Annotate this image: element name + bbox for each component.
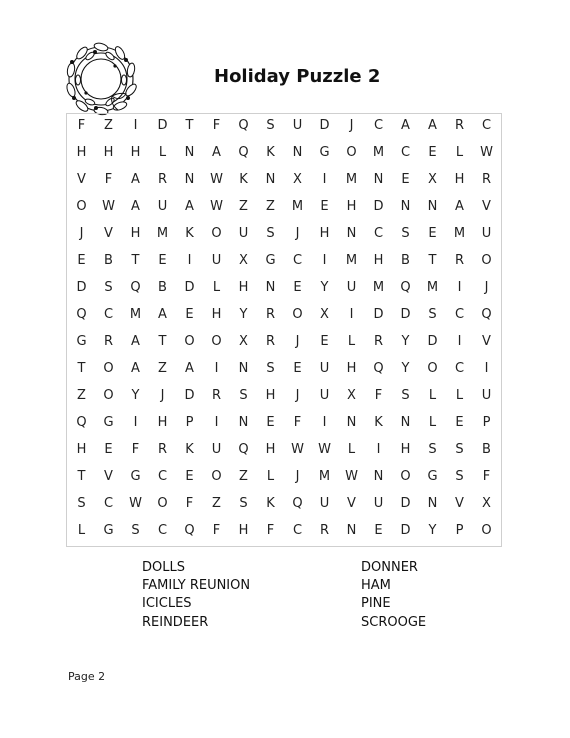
grid-cell: A xyxy=(455,199,464,214)
grid-cell: M xyxy=(291,199,304,214)
grid-cell: A xyxy=(131,361,140,376)
grid-cell: Q xyxy=(400,280,411,295)
grid-cell: Z xyxy=(266,199,275,214)
grid-cell: W xyxy=(318,442,331,457)
grid-cell: M xyxy=(156,226,169,241)
grid-cell: U xyxy=(319,496,330,511)
grid-cell: S xyxy=(131,523,140,538)
grid-cell: O xyxy=(346,145,357,160)
grid-cell: K xyxy=(239,172,248,187)
grid-cell: F xyxy=(77,118,86,133)
grid-cell: D xyxy=(427,334,438,349)
grid-cell: T xyxy=(158,334,167,349)
word-list-left xyxy=(142,559,250,632)
grid-cell: A xyxy=(185,199,194,214)
letter-grid xyxy=(68,112,502,544)
grid-cell: Q xyxy=(184,523,195,538)
grid-cell: R xyxy=(265,307,276,322)
grid-cell: O xyxy=(292,307,303,322)
grid-cell: V xyxy=(77,172,86,187)
grid-cell: G xyxy=(103,523,114,538)
page-title: Holiday Puzzle 2 xyxy=(214,66,381,87)
grid-cell: C xyxy=(454,307,465,322)
grid-cell: S xyxy=(104,280,113,295)
grid-cell: Y xyxy=(401,334,410,349)
grid-cell: Y xyxy=(401,361,410,376)
grid-cell: F xyxy=(293,415,302,430)
grid-cell: R xyxy=(481,172,492,187)
grid-cell: U xyxy=(211,253,222,268)
grid-cell: H xyxy=(103,145,114,160)
grid-cell: S xyxy=(401,388,410,403)
grid-cell: U xyxy=(481,226,492,241)
grid-cell: L xyxy=(347,442,356,457)
grid-cell: R xyxy=(157,172,168,187)
grid-cell: I xyxy=(322,415,327,430)
grid-cell: U xyxy=(319,388,330,403)
grid-cell: S xyxy=(239,496,248,511)
grid-cell: U xyxy=(292,118,303,133)
grid-cell: S xyxy=(455,442,464,457)
grid-cell: H xyxy=(238,280,249,295)
grid-cell: K xyxy=(374,415,383,430)
grid-cell: D xyxy=(400,523,411,538)
grid-cell: C xyxy=(373,118,384,133)
grid-cell: A xyxy=(158,307,167,322)
grid-cell: H xyxy=(265,388,276,403)
grid-cell: D xyxy=(76,280,87,295)
grid-cell: C xyxy=(481,118,492,133)
grid-cell: H xyxy=(238,523,249,538)
grid-cell: W xyxy=(210,172,223,187)
grid-cell: N xyxy=(373,172,384,187)
grid-cell: Q xyxy=(373,361,384,376)
grid-cell: M xyxy=(453,226,466,241)
grid-cell: H xyxy=(265,442,276,457)
grid-cell: Z xyxy=(104,118,113,133)
grid-cell: B xyxy=(401,253,410,268)
grid-cell: U xyxy=(238,226,249,241)
grid-cell: E xyxy=(374,523,383,538)
grid-cell: O xyxy=(103,361,114,376)
grid-cell: I xyxy=(322,172,327,187)
grid-cell: O xyxy=(481,253,492,268)
grid-cell: W xyxy=(129,496,142,511)
grid-cell: S xyxy=(266,118,275,133)
grid-cell: J xyxy=(295,334,300,349)
grid-cell: N xyxy=(238,415,249,430)
grid-cell: H xyxy=(373,253,384,268)
grid-cell: Z xyxy=(239,469,248,484)
grid-cell: N xyxy=(184,172,195,187)
grid-cell: L xyxy=(455,145,464,160)
grid-cell: Q xyxy=(238,118,249,133)
grid-cell: A xyxy=(401,118,410,133)
grid-cell: A xyxy=(131,334,140,349)
grid-cell: D xyxy=(184,388,195,403)
grid-cell: T xyxy=(131,253,140,268)
grid-cell: N xyxy=(427,199,438,214)
grid-cell: H xyxy=(454,172,465,187)
grid-cell: M xyxy=(129,307,142,322)
holly-wreath-icon xyxy=(60,38,142,120)
grid-cell: E xyxy=(158,253,167,268)
grid-cell: W xyxy=(480,145,493,160)
grid-cell: F xyxy=(185,496,194,511)
grid-cell: C xyxy=(400,145,411,160)
grid-cell: A xyxy=(212,145,221,160)
grid-cell: P xyxy=(455,523,464,538)
grid-cell: N xyxy=(346,523,357,538)
grid-cell: T xyxy=(185,118,194,133)
grid-cell: O xyxy=(184,334,195,349)
word-list-item: SCROOGE xyxy=(361,614,427,630)
grid-cell: J xyxy=(295,388,300,403)
grid-cell: M xyxy=(372,280,385,295)
grid-cell: Y xyxy=(239,307,248,322)
grid-cell: M xyxy=(426,280,439,295)
grid-cell: R xyxy=(373,334,384,349)
grid-cell: S xyxy=(77,496,86,511)
grid-cell: W xyxy=(210,199,223,214)
grid-cell: X xyxy=(347,388,356,403)
grid-cell: I xyxy=(484,361,489,376)
grid-cell: J xyxy=(349,118,354,133)
grid-cell: M xyxy=(345,172,358,187)
grid-cell: X xyxy=(239,334,248,349)
word-list-item: DOLLS xyxy=(142,560,185,575)
grid-cell: Z xyxy=(158,361,167,376)
grid-cell: R xyxy=(157,442,168,457)
grid-cell: S xyxy=(428,442,437,457)
grid-cell: C xyxy=(103,307,114,322)
grid-cell: R xyxy=(265,334,276,349)
grid-cell: D xyxy=(373,199,384,214)
grid-cell: L xyxy=(428,415,437,430)
grid-cell: O xyxy=(481,523,492,538)
grid-cell: R xyxy=(319,523,330,538)
word-list-item: DONNER xyxy=(361,560,418,575)
grid-cell: D xyxy=(400,307,411,322)
grid-cell: G xyxy=(427,469,438,484)
grid-cell: X xyxy=(320,307,329,322)
grid-cell: O xyxy=(400,469,411,484)
grid-cell: B xyxy=(104,253,113,268)
grid-cell: T xyxy=(428,253,437,268)
grid-cell: U xyxy=(211,442,222,457)
grid-cell: I xyxy=(457,280,462,295)
grid-cell: R xyxy=(454,118,465,133)
grid-cell: S xyxy=(266,361,275,376)
grid-cell: X xyxy=(428,172,437,187)
grid-cell: G xyxy=(76,334,87,349)
grid-cell: Z xyxy=(239,199,248,214)
grid-cell: I xyxy=(187,253,192,268)
grid-cell: F xyxy=(212,523,221,538)
grid-cell: N xyxy=(400,199,411,214)
grid-cell: N xyxy=(265,280,276,295)
grid-cell: G xyxy=(130,469,141,484)
grid-cell: L xyxy=(455,388,464,403)
grid-cell: R xyxy=(211,388,222,403)
grid-cell: U xyxy=(157,199,168,214)
grid-cell: U xyxy=(319,361,330,376)
grid-cell: K xyxy=(266,145,275,160)
grid-cell: C xyxy=(292,523,303,538)
grid-cell: M xyxy=(372,145,385,160)
grid-cell: U xyxy=(346,280,357,295)
grid-cell: H xyxy=(76,145,87,160)
grid-cell: E xyxy=(104,442,113,457)
grid-cell: O xyxy=(157,496,168,511)
grid-cell: F xyxy=(482,469,491,484)
grid-cell: T xyxy=(77,361,86,376)
grid-cell: U xyxy=(373,496,384,511)
grid-cell: J xyxy=(79,226,84,241)
grid-cell: E xyxy=(320,334,329,349)
grid-cell: I xyxy=(457,334,462,349)
grid-cell: H xyxy=(211,307,222,322)
grid-cell: I xyxy=(133,118,138,133)
grid-cell: C xyxy=(373,226,384,241)
grid-cell: A xyxy=(131,199,140,214)
grid-cell: I xyxy=(376,442,381,457)
grid-cell: Q xyxy=(238,145,249,160)
grid-cell: E xyxy=(185,307,194,322)
grid-cell: X xyxy=(293,172,302,187)
grid-cell: N xyxy=(400,415,411,430)
grid-cell: E xyxy=(455,415,464,430)
grid-cell: D xyxy=(373,307,384,322)
grid-cell: E xyxy=(185,469,194,484)
grid-cell: L xyxy=(266,469,275,484)
grid-cell: I xyxy=(349,307,354,322)
grid-cell: E xyxy=(293,280,302,295)
grid-cell: I xyxy=(133,415,138,430)
grid-cell: F xyxy=(374,388,383,403)
grid-cell: X xyxy=(482,496,491,511)
grid-cell: G xyxy=(319,145,330,160)
grid-cell: Q xyxy=(76,307,87,322)
grid-cell: S xyxy=(239,388,248,403)
grid-cell: H xyxy=(400,442,411,457)
grid-cell: A xyxy=(185,361,194,376)
grid-cell: V xyxy=(104,226,113,241)
grid-cell: E xyxy=(428,145,437,160)
grid-cell: R xyxy=(103,334,114,349)
grid-cell: N xyxy=(238,361,249,376)
grid-cell: E xyxy=(401,172,410,187)
grid-cell: M xyxy=(345,253,358,268)
grid-cell: F xyxy=(266,523,275,538)
grid-cell: D xyxy=(157,118,168,133)
grid-cell: V xyxy=(482,199,491,214)
word-list-item: REINDEER xyxy=(142,614,209,630)
grid-cell: Q xyxy=(481,307,492,322)
grid-cell: A xyxy=(428,118,437,133)
grid-cell: H xyxy=(76,442,87,457)
grid-cell: S xyxy=(455,469,464,484)
grid-cell: C xyxy=(103,496,114,511)
grid-cell: R xyxy=(454,253,465,268)
grid-cell: J xyxy=(484,280,489,295)
grid-cell: Y xyxy=(131,388,140,403)
word-list-right xyxy=(361,559,426,632)
grid-cell: E xyxy=(266,415,275,430)
grid-cell: B xyxy=(482,442,491,457)
grid-cell: X xyxy=(239,253,248,268)
grid-cell: K xyxy=(266,496,275,511)
grid-cell: E xyxy=(77,253,86,268)
grid-cell: J xyxy=(295,469,300,484)
grid-cell: H xyxy=(346,199,357,214)
grid-cell: J xyxy=(295,226,300,241)
grid-cell: K xyxy=(185,226,194,241)
grid-cell: K xyxy=(185,442,194,457)
grid-cell: A xyxy=(131,172,140,187)
grid-cell: F xyxy=(212,118,221,133)
grid-cell: Q xyxy=(238,442,249,457)
grid-cell: H xyxy=(346,361,357,376)
grid-cell: D xyxy=(319,118,330,133)
word-list-item: FAMILY REUNION xyxy=(142,578,251,594)
word-list-item: PINE xyxy=(361,596,391,612)
grid-cell: W xyxy=(345,469,358,484)
grid-cell: N xyxy=(184,145,195,160)
grid-cell: J xyxy=(160,388,165,403)
grid-cell: T xyxy=(77,469,86,484)
grid-cell: N xyxy=(373,469,384,484)
grid-cell: B xyxy=(158,280,167,295)
grid-cell: V xyxy=(455,496,464,511)
grid-cell: V xyxy=(482,334,491,349)
grid-cell: Z xyxy=(77,388,86,403)
grid-cell: L xyxy=(158,145,167,160)
grid-cell: O xyxy=(427,361,438,376)
grid-cell: F xyxy=(131,442,140,457)
grid-cell: O xyxy=(211,226,222,241)
grid-cell: G xyxy=(265,253,276,268)
grid-cell: N xyxy=(346,415,357,430)
grid-cell: L xyxy=(347,334,356,349)
grid-cell: H xyxy=(130,145,141,160)
grid-cell: N xyxy=(346,226,357,241)
grid-cell: H xyxy=(157,415,168,430)
grid-cell: V xyxy=(347,496,356,511)
grid-cell: H xyxy=(130,226,141,241)
grid-cell: S xyxy=(401,226,410,241)
grid-cell: I xyxy=(322,253,327,268)
grid-cell: L xyxy=(428,388,437,403)
grid-cell: P xyxy=(185,415,194,430)
grid-cell: S xyxy=(266,226,275,241)
grid-cell: Y xyxy=(428,523,437,538)
grid-cell: E xyxy=(293,361,302,376)
grid-cell: F xyxy=(104,172,113,187)
grid-cell: G xyxy=(103,415,114,430)
grid-cell: Z xyxy=(212,496,221,511)
grid-cell: O xyxy=(76,199,87,214)
grid-cell: D xyxy=(400,496,411,511)
grid-cell: E xyxy=(320,199,329,214)
grid-cell: C xyxy=(157,523,168,538)
grid-cell: O xyxy=(211,469,222,484)
grid-cell: O xyxy=(211,334,222,349)
grid-cell: W xyxy=(291,442,304,457)
grid-cell: Q xyxy=(76,415,87,430)
grid-cell: W xyxy=(102,199,115,214)
grid-cell: C xyxy=(454,361,465,376)
grid-cell: N xyxy=(265,172,276,187)
grid-cell: L xyxy=(212,280,221,295)
grid-cell: C xyxy=(292,253,303,268)
grid-cell: M xyxy=(318,469,331,484)
word-list-item: ICICLES xyxy=(142,596,192,612)
grid-cell: L xyxy=(77,523,86,538)
grid-cell: O xyxy=(103,388,114,403)
page-number: Page 2 xyxy=(68,670,106,683)
grid-cell: P xyxy=(482,415,491,430)
grid-cell: Q xyxy=(292,496,303,511)
grid-cell: U xyxy=(481,388,492,403)
grid-cell: D xyxy=(184,280,195,295)
grid-cell: S xyxy=(428,307,437,322)
grid-cell: Q xyxy=(130,280,141,295)
grid-cell: N xyxy=(292,145,303,160)
grid-cell: N xyxy=(427,496,438,511)
grid-cell: C xyxy=(157,469,168,484)
grid-cell: I xyxy=(214,361,219,376)
grid-cell: Y xyxy=(320,280,329,295)
grid-cell: H xyxy=(319,226,330,241)
word-list-item: HAM xyxy=(361,578,391,594)
grid-cell: I xyxy=(214,415,219,430)
grid-cell: V xyxy=(104,469,113,484)
grid-cell: E xyxy=(428,226,437,241)
